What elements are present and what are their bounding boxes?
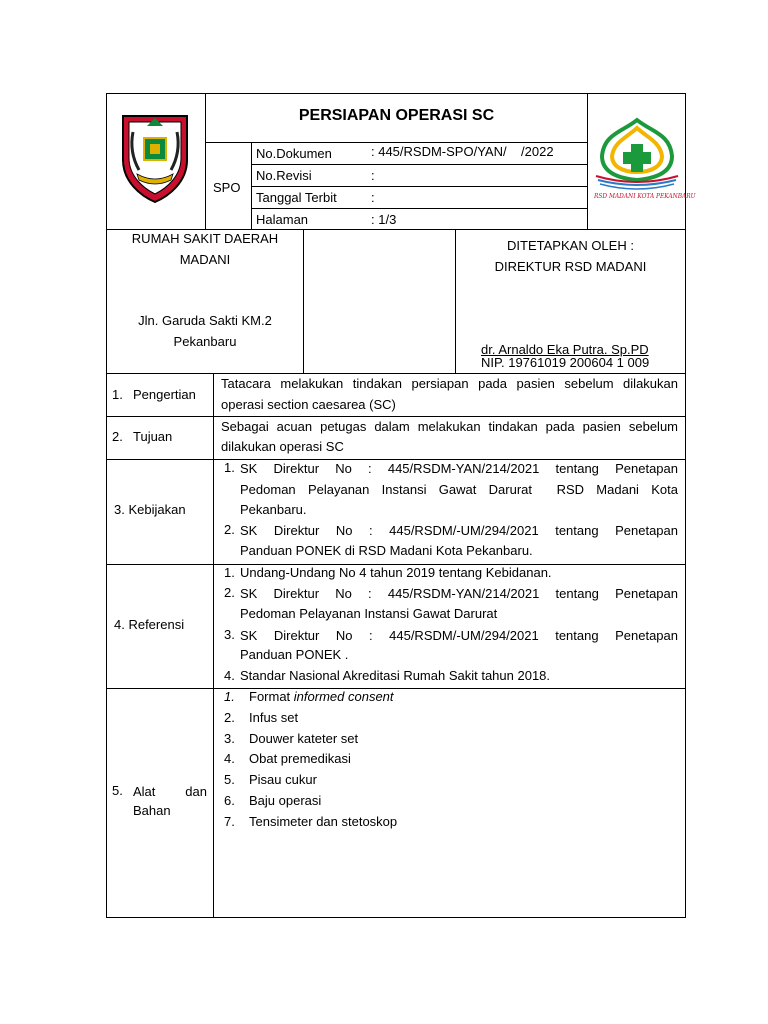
no-dokumen-value: : 445/RSDM-SPO/YAN/ /2022 bbox=[371, 144, 554, 159]
kebijakan-item1-line3: Pekanbaru. bbox=[240, 502, 307, 517]
alat-label-line2: Bahan bbox=[133, 803, 171, 818]
halaman-value: : 1/3 bbox=[371, 212, 397, 227]
no-revisi-label: No.Revisi bbox=[256, 168, 312, 183]
kebijakan-item1-num: 1. bbox=[224, 460, 235, 475]
kebijakan-item2-num: 2. bbox=[224, 522, 235, 537]
referensi-label: 4. Referensi bbox=[114, 617, 185, 632]
tanggal-terbit-value: : bbox=[371, 190, 375, 205]
kebijakan-label: 3. Kebijakan bbox=[114, 502, 186, 517]
alat-item5-text: Pisau cukur bbox=[249, 772, 317, 787]
referensi-item2-line1: SK Direktur No : 445/RSDM-YAN/214/2021 tentang Penetapan bbox=[240, 586, 678, 601]
no-revisi-value: : bbox=[371, 168, 375, 183]
referensi-item2-line2: Pedoman Pelayanan Instansi Gawat Darurat bbox=[240, 606, 498, 621]
referensi-item3-line1: SK Direktur No : 445/RSDM/-UM/294/2021 tentang Penetapan bbox=[240, 628, 678, 643]
alat-num: 5. bbox=[112, 783, 123, 798]
referensi-item1-num: 1. bbox=[224, 565, 235, 580]
label-column-divider bbox=[106, 373, 214, 918]
tujuan-line2: dilakukan operasi SC bbox=[221, 439, 344, 454]
halaman-label: Halaman bbox=[256, 212, 309, 227]
institution-cell bbox=[106, 229, 304, 374]
spo-label: SPO bbox=[213, 180, 241, 195]
referensi-item4-num: 4. bbox=[224, 668, 235, 683]
alat-item1-text bbox=[249, 690, 394, 703]
kebijakan-item2-line2: Panduan PONEK di RSD Madani Kota Pekanbaru. bbox=[240, 543, 533, 558]
kebijakan-item2-line1: SK Direktur No : 445/RSDM/-UM/294/2021 tentang Penetapan bbox=[240, 523, 678, 538]
alat-item7-text: Tensimeter dan stetoskop bbox=[249, 814, 398, 829]
document-title: PERSIAPAN OPERASI SC bbox=[298, 107, 495, 124]
institution-address-line2: Pekanbaru bbox=[173, 334, 237, 349]
rsd-madani-logo-caption: RSD MADANI KOTA PEKANBARU bbox=[594, 192, 696, 200]
approval-line2: DIREKTUR RSD MADANI bbox=[494, 259, 647, 274]
blank-cell bbox=[303, 229, 456, 374]
pengertian-line1: Tatacara melakukan tindakan persiapan pada pasien sebelum dilakukan bbox=[221, 376, 678, 391]
alat-item1-text-plain: Format bbox=[249, 689, 291, 704]
institution-name-line1: RUMAH SAKIT DAERAH bbox=[131, 231, 279, 246]
pengertian-label: Pengertian bbox=[133, 387, 196, 402]
alat-item1-num: 1. bbox=[224, 689, 235, 704]
alat-item2-num: 2. bbox=[224, 710, 235, 725]
alat-item2-text: Infus set bbox=[249, 710, 299, 725]
alat-item1-text-italic: informed consent bbox=[293, 689, 394, 704]
alat-item3-text: Douwer kateter set bbox=[249, 731, 359, 746]
alat-item7-num: 7. bbox=[224, 814, 235, 829]
alat-item3-num: 3. bbox=[224, 731, 235, 746]
pengertian-num: 1. bbox=[112, 387, 123, 402]
referensi-item4-line1: Standar Nasional Akreditasi Rumah Sakit tahun 2018. bbox=[240, 668, 551, 683]
pengertian-line2: operasi section caesarea (SC) bbox=[221, 397, 396, 412]
alat-label-line1: Alat dan bbox=[133, 784, 207, 799]
alat-item4-text: Obat premedikasi bbox=[249, 751, 351, 766]
kebijakan-item1-line1: SK Direktur No : 445/RSDM-YAN/214/2021 tentang Penetapan bbox=[240, 461, 678, 476]
alat-item6-num: 6. bbox=[224, 793, 235, 808]
referensi-item1-line1: Undang-Undang No 4 tahun 2019 tentang Kebidanan. bbox=[240, 565, 552, 580]
tujuan-num: 2. bbox=[112, 429, 123, 444]
alat-item4-num: 4. bbox=[224, 751, 235, 766]
institution-name-line2: MADANI bbox=[179, 252, 231, 267]
kebijakan-item1-line2: Pedoman Pelayanan Instansi Gawat Darurat RSD Madani Kota bbox=[240, 482, 678, 497]
rsd-madani-logo bbox=[592, 114, 682, 196]
tanggal-terbit-label: Tanggal Terbit bbox=[256, 190, 337, 205]
referensi-item2-num: 2. bbox=[224, 585, 235, 600]
referensi-item3-num: 3. bbox=[224, 627, 235, 642]
tujuan-label: Tujuan bbox=[133, 429, 173, 444]
alat-item5-num: 5. bbox=[224, 772, 235, 787]
pekanbaru-crest-logo bbox=[117, 112, 193, 204]
approval-signer: dr. Arnaldo Eka Putra. Sp.PD bbox=[481, 342, 649, 357]
institution-address-line1: Jln. Garuda Sakti KM.2 bbox=[138, 313, 272, 328]
approval-nip: NIP. 19761019 200604 1 009 bbox=[481, 355, 650, 370]
tujuan-line1: Sebagai acuan petugas dalam melakukan tindakan pada pasien sebelum bbox=[221, 419, 678, 434]
approval-line1: DITETAPKAN OLEH : bbox=[507, 238, 634, 253]
alat-item6-text: Baju operasi bbox=[249, 793, 322, 808]
referensi-item3-line2: Panduan PONEK . bbox=[240, 647, 349, 662]
no-dokumen-label: No.Dokumen bbox=[256, 146, 332, 161]
